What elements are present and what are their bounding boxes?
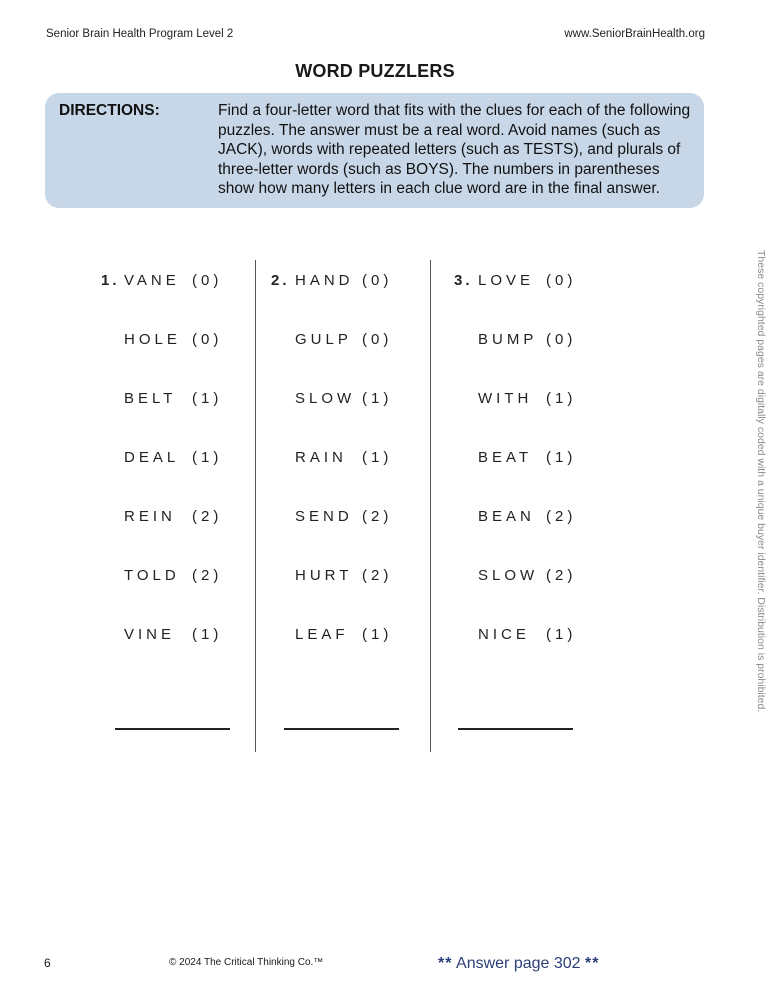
puzzle-1-clue <box>124 567 223 584</box>
header-program-title: Senior Brain Health Program Level 2 <box>46 28 234 40</box>
clue-word: BEAN <box>478 508 535 525</box>
clue-word: SLOW <box>478 567 539 584</box>
clue-letter-count: (0) <box>546 272 577 289</box>
puzzle-number: 1. <box>101 272 120 289</box>
clue-letter-count: (2) <box>192 567 223 584</box>
clue-word: BELT <box>124 390 177 407</box>
clue-word: DEAL <box>124 449 180 466</box>
clue-letter-count: (0) <box>192 272 223 289</box>
puzzle-1-clue <box>124 331 223 348</box>
clue-letter-count: (1) <box>192 390 223 407</box>
puzzle-3-clue <box>478 567 577 584</box>
clue-letter-count: (0) <box>362 272 393 289</box>
puzzle-1-clue <box>124 390 223 407</box>
clue-letter-count: (2) <box>362 508 393 525</box>
clue-word: SEND <box>295 508 353 525</box>
puzzle-number: 3. <box>454 272 473 289</box>
page-number: 6 <box>44 956 51 970</box>
clue-letter-count: (2) <box>192 508 223 525</box>
clue-word: HURT <box>295 567 353 584</box>
puzzle-1-clue <box>124 508 223 525</box>
copyright-side-note: These copyrighted pages are digitally coded with a unique buyer identifier. Distribution is prohibited. <box>755 250 767 713</box>
column-divider <box>430 260 431 752</box>
puzzle-2-clue <box>295 567 393 584</box>
clue-word: WITH <box>478 390 533 407</box>
clue-word: BEAT <box>478 449 533 466</box>
clue-letter-count: (1) <box>192 626 223 643</box>
directions-label: DIRECTIONS: <box>59 102 160 119</box>
clue-letter-count: (1) <box>546 449 577 466</box>
clue-word: SLOW <box>295 390 356 407</box>
answer-page-reference <box>438 955 599 973</box>
directions-text: Find a four-letter word that fits with the clues for each of the following puzzles. The answer must be a real word. Avoid names (such as JACK), words with repeated letters (such as TESTS), and plurals of three-letter words (such as BOYS). The numbers in parentheses show how many letters in each clue word are in the final answer. <box>218 102 691 198</box>
directions-box <box>45 93 704 208</box>
puzzle-3-clue <box>478 390 577 407</box>
clue-word: HAND <box>295 272 354 289</box>
clue-word: LEAF <box>295 626 349 643</box>
clue-letter-count: (2) <box>546 567 577 584</box>
clue-word: HOLE <box>124 331 181 348</box>
clue-word: NICE <box>478 626 530 643</box>
answer-line-1 <box>115 728 230 730</box>
clue-letter-count: (1) <box>362 626 393 643</box>
puzzle-3-clue <box>478 331 577 348</box>
puzzle-2-clue <box>295 449 393 466</box>
copyright-footer: © 2024 The Critical Thinking Co.™ <box>169 957 324 968</box>
clue-word: TOLD <box>124 567 180 584</box>
answer-stars-left: ** <box>438 955 453 972</box>
clue-word: RAIN <box>295 449 347 466</box>
clue-word: VANE <box>124 272 180 289</box>
clue-letter-count: (1) <box>362 390 393 407</box>
clue-word: VINE <box>124 626 176 643</box>
puzzle-2-clue <box>295 331 393 348</box>
puzzle-3-clue <box>478 449 577 466</box>
clue-letter-count: (0) <box>546 331 577 348</box>
column-divider <box>255 260 256 752</box>
clue-word: REIN <box>124 508 176 525</box>
puzzle-1-clue <box>101 272 223 289</box>
answer-page-text: Answer page 302 <box>456 955 581 972</box>
puzzle-2-clue <box>271 272 393 289</box>
clue-letter-count: (2) <box>546 508 577 525</box>
puzzle-3-clue <box>478 626 577 643</box>
clue-letter-count: (2) <box>362 567 393 584</box>
puzzle-number: 2. <box>271 272 290 289</box>
puzzle-2-clue <box>295 390 393 407</box>
page-title: WORD PUZZLERS <box>295 61 455 81</box>
answer-stars-right: ** <box>585 955 600 972</box>
answer-line-3 <box>458 728 573 730</box>
puzzle-1-clue <box>124 626 223 643</box>
clue-letter-count: (1) <box>546 626 577 643</box>
puzzle-1-clue <box>124 449 223 466</box>
clue-letter-count: (0) <box>362 331 393 348</box>
header-website: www.SeniorBrainHealth.org <box>564 28 705 40</box>
puzzle-3-clue <box>478 508 577 525</box>
clue-word: BUMP <box>478 331 538 348</box>
clue-letter-count: (1) <box>546 390 577 407</box>
clue-word: LOVE <box>478 272 535 289</box>
clue-letter-count: (0) <box>192 331 223 348</box>
puzzle-2-clue <box>295 626 393 643</box>
answer-line-2 <box>284 728 399 730</box>
puzzle-3-clue <box>454 272 577 289</box>
clue-letter-count: (1) <box>362 449 393 466</box>
clue-word: GULP <box>295 331 352 348</box>
clue-letter-count: (1) <box>192 449 223 466</box>
puzzle-2-clue <box>295 508 393 525</box>
